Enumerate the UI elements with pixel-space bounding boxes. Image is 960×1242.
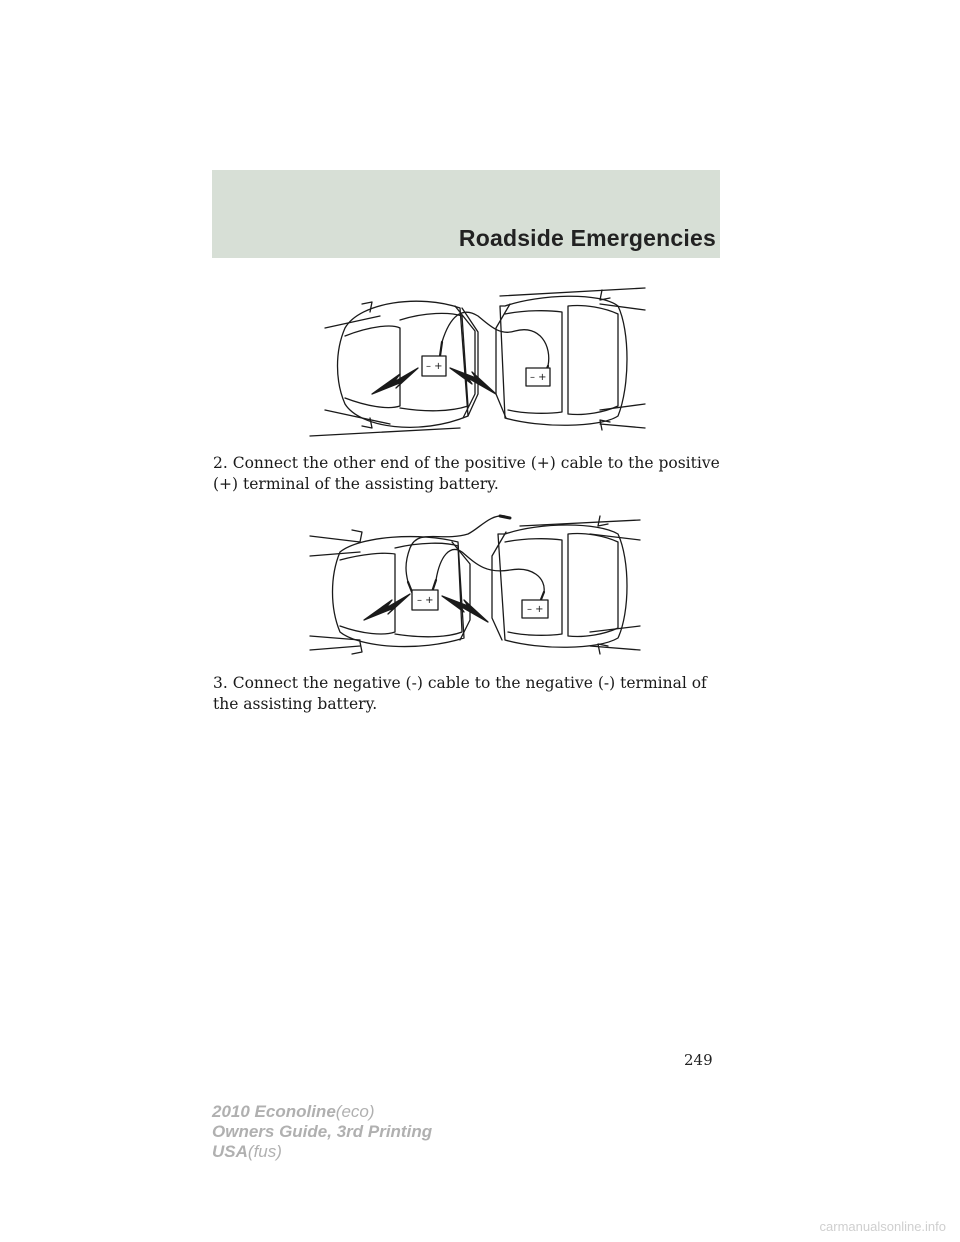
footer-market: USA (212, 1142, 248, 1161)
page-number: 249 (684, 1051, 713, 1069)
watermark: carmanualsonline.info (819, 1219, 946, 1234)
footer-market-code: (fus) (247, 1142, 282, 1161)
spark-right-icon (450, 368, 496, 394)
step-instruction: 3. Connect the negative (-) cable to the negative (-) terminal of the assisting battery. (213, 674, 707, 713)
footer-model-code: (eco) (335, 1102, 375, 1121)
assisting-vehicle-drawing (492, 516, 640, 654)
section-title: Roadside Emergencies (458, 225, 716, 251)
step-instruction: 2. Connect the other end of the positive (+) cable to the positive (+) terminal of the assisting battery. (213, 454, 720, 493)
footer-line-2: Owners Guide, 3rd Printing (212, 1122, 433, 1141)
battery-terminals-label: – + (530, 372, 547, 383)
positive-cable (436, 550, 544, 592)
section-header-band (212, 170, 720, 258)
footer-model: 2010 Econoline (212, 1102, 336, 1121)
spark-left-icon (364, 594, 410, 620)
jump-start-figure-2 (300, 508, 650, 660)
battery-terminals-label: – + (417, 595, 434, 606)
spark-right-icon (442, 596, 488, 622)
spark-left-icon (372, 368, 418, 394)
battery-terminals-label: – + (527, 604, 544, 615)
jump-start-figure-1 (300, 276, 650, 444)
footer-line-1 (212, 1102, 432, 1122)
assisting-vehicle-drawing (496, 288, 645, 430)
document-footer (212, 1102, 432, 1162)
battery-terminals-label: – + (426, 361, 443, 372)
disabled-vehicle-drawing (310, 530, 470, 654)
footer-line-3 (212, 1142, 432, 1162)
